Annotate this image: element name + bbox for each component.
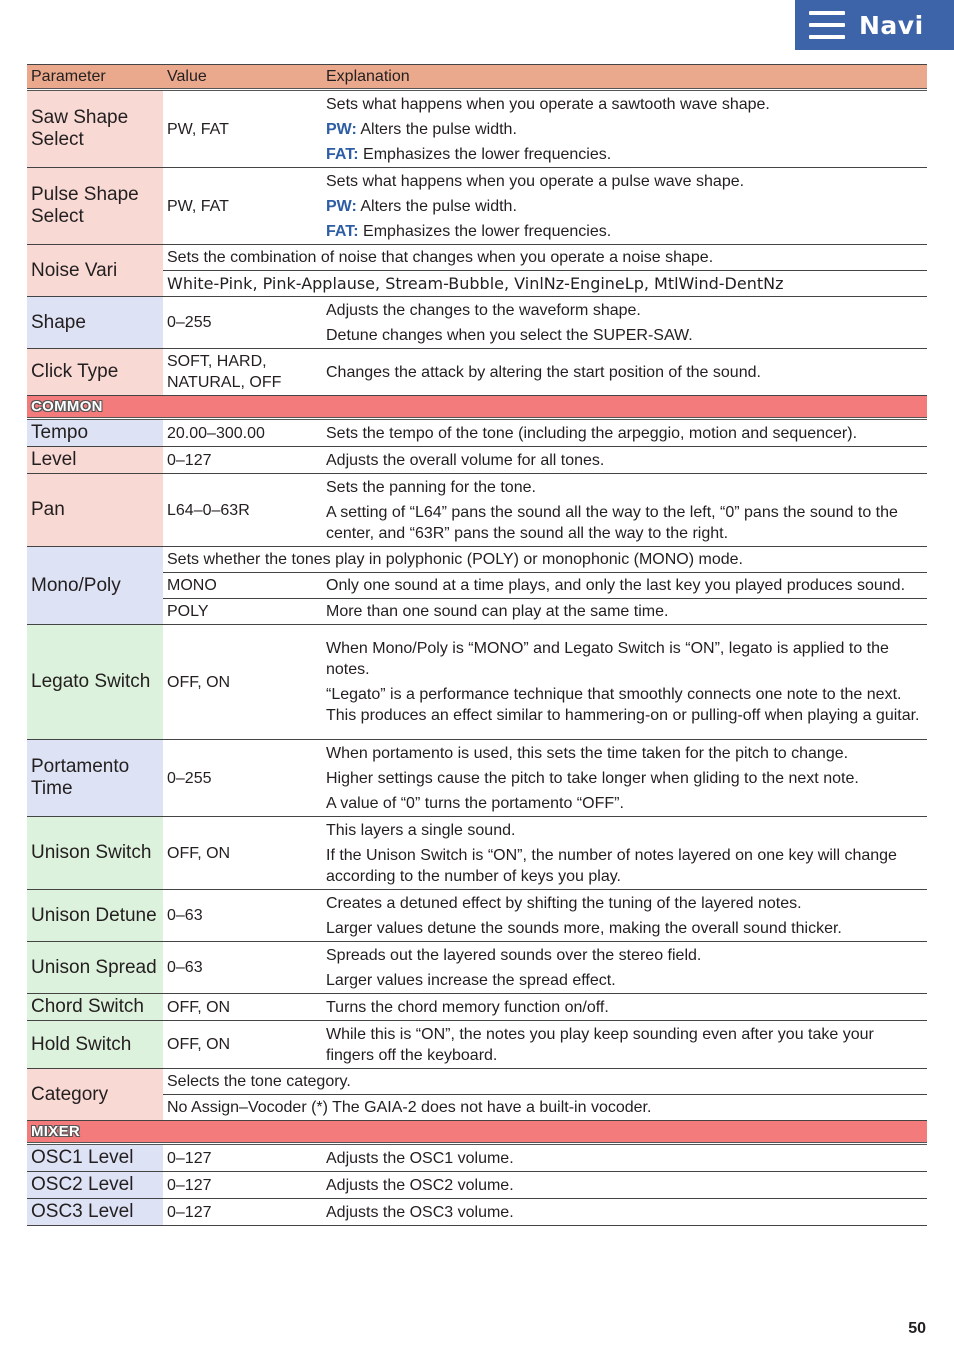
param-explanation: Turns the chord memory function on/off.: [322, 994, 927, 1021]
param-explanation: Adjusts the overall volume for all tones.: [322, 447, 927, 474]
keyword: FAT:: [326, 222, 359, 240]
param-value: 0–63: [163, 942, 322, 994]
explanation-line: [326, 119, 923, 140]
header-parameter: Parameter: [27, 65, 163, 90]
keyword-text: Alters the pulse width.: [356, 120, 517, 138]
section-header-common: [27, 396, 927, 419]
explanation-line: Larger values increase the spread effect.: [326, 971, 616, 989]
explanation-line: Adjusts the changes to the waveform shape.: [326, 301, 641, 319]
param-explanation: Adjusts the OSC2 volume.: [322, 1172, 927, 1199]
param-explanation: [322, 625, 927, 740]
page-number: 50: [908, 1320, 926, 1337]
explanation-line: When portamento is used, this sets the time taken for the pitch to change.: [326, 744, 849, 762]
param-explanation: [322, 740, 927, 817]
param-name: Pulse Shape Select: [27, 168, 163, 245]
param-name: Unison Spread: [27, 942, 163, 994]
param-name: Portamento Time: [27, 740, 163, 817]
param-explanation: Sets whether the tones play in polyphonic (POLY) or monophonic (MONO) mode.: [163, 547, 927, 573]
hamburger-menu-icon: [809, 11, 845, 39]
param-value: OFF, ON: [163, 1021, 322, 1069]
explanation-line: A value of “0” turns the portamento “OFF”.: [326, 794, 624, 812]
param-value: 0–127: [163, 1144, 322, 1172]
param-explanation: [322, 90, 927, 168]
param-value: White-Pink, Pink-Applause, Stream-Bubble, VinlNz-EngineLp, MtlWind-DentNz: [163, 271, 927, 297]
explanation-line: A setting of “L64” pans the sound all the way to the left, “0” pans the sound to the center, and “63R” pans the sound all the way to the right.: [326, 503, 898, 542]
param-value: OFF, ON: [163, 817, 322, 890]
explanation-line: Higher settings cause the pitch to take longer when gliding to the next note.: [326, 769, 859, 787]
table-row: [27, 994, 927, 1021]
table-row: [27, 419, 927, 447]
table-row: [27, 625, 927, 740]
param-name: Unison Detune: [27, 890, 163, 942]
param-explanation: Changes the attack by altering the start position of the sound.: [322, 349, 927, 396]
explanation-line: “Legato” is a performance technique that smoothly connects one note to the next. This produces an effect similar to hammering-on or pulling-off when playing a guitar.: [326, 686, 920, 724]
param-name: Shape: [27, 297, 163, 349]
explanation-line: Larger values detune the sounds more, making the overall sound thicker.: [326, 919, 842, 937]
param-explanation: [322, 474, 927, 547]
param-value: 0–127: [163, 447, 322, 474]
param-explanation: Selects the tone category.: [163, 1069, 927, 1095]
navi-button[interactable]: [795, 0, 954, 50]
param-explanation: Sets the tempo of the tone (including the arpeggio, motion and sequencer).: [322, 419, 927, 447]
param-explanation: Sets the combination of noise that changes when you operate a noise shape.: [163, 245, 927, 271]
param-name: OSC3 Level: [27, 1199, 163, 1226]
table-row: [27, 942, 927, 994]
table-row: [27, 245, 927, 271]
table-header-row: [27, 65, 927, 90]
param-name: Category: [27, 1069, 163, 1121]
section-title: COMMON: [31, 398, 103, 415]
param-value: OFF, ON: [163, 994, 322, 1021]
header-explanation: Explanation: [322, 65, 927, 90]
param-value: 20.00–300.00: [163, 419, 322, 447]
table-row: [27, 1144, 927, 1172]
param-explanation: Adjusts the OSC3 volume.: [322, 1199, 927, 1226]
param-explanation: [322, 297, 927, 349]
param-value: PW, FAT: [163, 90, 322, 168]
param-name: Legato Switch: [27, 625, 163, 740]
table-row: [27, 1172, 927, 1199]
param-value: 0–127: [163, 1172, 322, 1199]
explanation-line: Sets what happens when you operate a sawtooth wave shape.: [326, 95, 770, 113]
section-header-mixer: [27, 1121, 927, 1144]
param-explanation: [322, 168, 927, 245]
param-value: 0–255: [163, 740, 322, 817]
keyword-text: Alters the pulse width.: [356, 197, 517, 215]
table-row: [27, 474, 927, 547]
keyword-text: Emphasizes the lower frequencies.: [358, 222, 612, 240]
table-row: [27, 349, 927, 396]
keyword-text: Emphasizes the lower frequencies.: [358, 145, 612, 163]
param-explanation: [322, 942, 927, 994]
param-name: Pan: [27, 474, 163, 547]
param-name: Hold Switch: [27, 1021, 163, 1069]
table-row: [27, 168, 927, 245]
param-explanation: While this is “ON”, the notes you play keep sounding even after you take your fingers off the keyboard.: [322, 1021, 927, 1069]
param-value: OFF, ON: [163, 625, 322, 740]
param-name: Click Type: [27, 349, 163, 396]
explanation-line: Detune changes when you select the SUPER-SAW.: [326, 326, 693, 344]
param-name: Saw Shape Select: [27, 90, 163, 168]
keyword: FAT:: [326, 145, 359, 163]
explanation-line: Sets the panning for the tone.: [326, 478, 536, 496]
explanation-line: When Mono/Poly is “MONO” and Legato Switch is “ON”, legato is applied to the notes.: [326, 640, 889, 678]
param-value: 0–255: [163, 297, 322, 349]
table-row: [27, 447, 927, 474]
navi-label: Navi: [859, 10, 924, 40]
param-value: PW, FAT: [163, 168, 322, 245]
param-name: Chord Switch: [27, 994, 163, 1021]
table-row: [27, 1069, 927, 1095]
table-row: [27, 90, 927, 168]
explanation-line: [326, 144, 923, 165]
keyword: PW:: [326, 197, 357, 215]
param-value: L64–0–63R: [163, 474, 322, 547]
param-value: 0–63: [163, 890, 322, 942]
table-row: [27, 817, 927, 890]
param-name: Tempo: [27, 419, 163, 447]
explanation-line: Creates a detuned effect by shifting the tuning of the layered notes.: [326, 894, 802, 912]
param-value: MONO: [163, 573, 322, 599]
explanation-line: Spreads out the layered sounds over the stereo field.: [326, 946, 702, 964]
table-row: [27, 890, 927, 942]
header-value: Value: [163, 65, 322, 90]
section-title: MIXER: [31, 1123, 81, 1140]
param-value: No Assign–Vocoder (*) The GAIA-2 does not have a built-in vocoder.: [163, 1095, 927, 1121]
param-name: Level: [27, 447, 163, 474]
param-value: SOFT, HARD, NATURAL, OFF: [163, 349, 322, 396]
keyword: PW:: [326, 120, 357, 138]
param-name: OSC1 Level: [27, 1144, 163, 1172]
param-name: Unison Switch: [27, 817, 163, 890]
table-row: [27, 740, 927, 817]
parameter-table: [27, 64, 927, 1226]
param-explanation: [322, 817, 927, 890]
param-name: Mono/Poly: [27, 547, 163, 625]
table-row: [27, 297, 927, 349]
table-row: [27, 1199, 927, 1226]
explanation-line: This layers a single sound.: [326, 821, 516, 839]
param-explanation: [322, 890, 927, 942]
param-explanation: Only one sound at a time plays, and only the last key you played produces sound.: [322, 573, 927, 599]
explanation-line: Sets what happens when you operate a pulse wave shape.: [326, 172, 745, 190]
param-explanation: More than one sound can play at the same time.: [322, 599, 927, 625]
table-row: [27, 547, 927, 573]
param-value: POLY: [163, 599, 322, 625]
param-value: 0–127: [163, 1199, 322, 1226]
param-name: OSC2 Level: [27, 1172, 163, 1199]
param-explanation: Adjusts the OSC1 volume.: [322, 1144, 927, 1172]
param-name: Noise Vari: [27, 245, 163, 297]
explanation-line: If the Unison Switch is “ON”, the number of notes layered on one key will change according to the number of keys you play.: [326, 846, 897, 885]
explanation-line: [326, 221, 923, 242]
explanation-line: [326, 196, 923, 217]
table-row: [27, 1021, 927, 1069]
